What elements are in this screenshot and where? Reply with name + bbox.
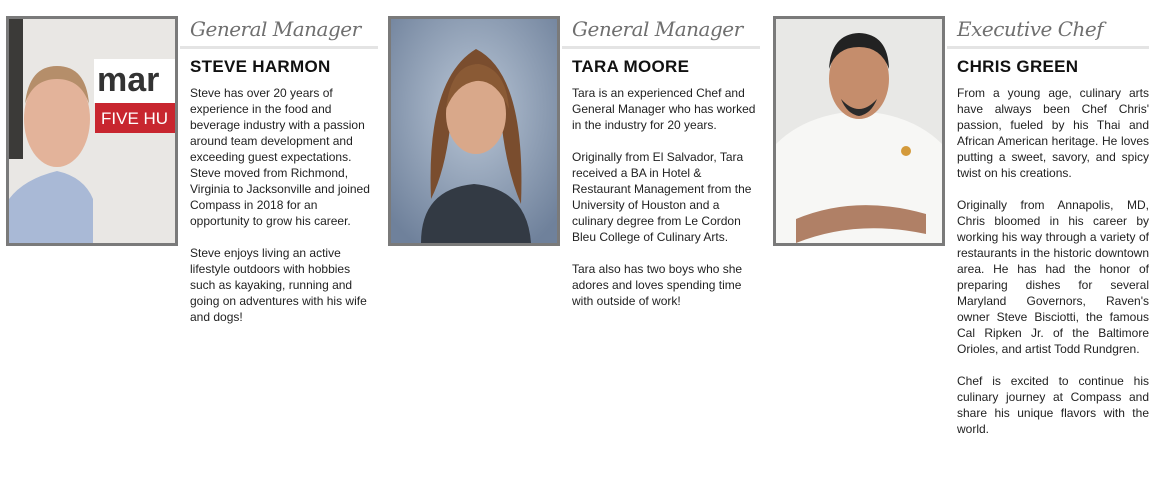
bio-paragraph: From a young age, culinary arts have always been Chef Chris' passion, fueled by his Thai and African American heritage. He loves putting a sweet, savory, and spicy twist on his creations. bbox=[957, 86, 1149, 180]
bio-paragraph: Steve enjoys living an active lifestyle outdoors with hobbies such as kayaking, running and going on adventures with his wife and dogs! bbox=[190, 246, 367, 324]
bio-paragraph: Originally from El Salvador, Tara received a BA in Hotel & Restaurant Management from the University of Houston and a culinary degree from Le Cordon Bleu College of Culinary Arts. bbox=[572, 150, 752, 244]
bio bbox=[190, 85, 378, 325]
bio bbox=[572, 85, 760, 309]
staff-card-chris-green bbox=[949, 12, 1149, 453]
divider bbox=[562, 46, 760, 49]
bio-paragraph: Tara is an experienced Chef and General Manager who has worked in the industry for 20 years. bbox=[572, 86, 756, 132]
staff-name: CHRIS GREEN bbox=[957, 57, 1079, 76]
divider bbox=[947, 46, 1149, 49]
staff-name: STEVE HARMON bbox=[190, 57, 331, 76]
role-title: General Manager bbox=[190, 17, 361, 41]
staff-name: TARA MOORE bbox=[572, 57, 690, 76]
bio-paragraph: Steve has over 20 years of experience in the food and beverage industry with a passion around team development and exceeding guest expectations. Steve moved from Richmond, Virginia to Jacksonville and joined Compass in 2018 for an opportunity to grow his career. bbox=[190, 86, 370, 228]
staff-card-steve-harmon bbox=[182, 12, 378, 341]
steve-harmon-photo bbox=[6, 16, 178, 246]
staff-card-tara-moore bbox=[564, 12, 760, 325]
bio-paragraph: Originally from Annapolis, MD, Chris bloomed in his career by working his way through a variety of restaurants in the historic downtown area. He has had the honor of preparing dishes for several Maryland Governors, Raven's owner Steve Bisciotti, the famous Cal Ripken Jr. of the Baltimore Orioles, and artist Todd Rundgren. bbox=[957, 198, 1149, 356]
bio bbox=[957, 85, 1149, 437]
sign-subtext: FIVE HU bbox=[101, 109, 169, 128]
role-title: Executive Chef bbox=[957, 17, 1104, 41]
role-title: General Manager bbox=[572, 17, 743, 41]
chris-green-photo bbox=[773, 16, 945, 246]
sign-text: mar bbox=[97, 61, 160, 99]
tara-moore-photo bbox=[388, 16, 560, 246]
bio-paragraph: Tara also has two boys who she adores and loves spending time with outside of work! bbox=[572, 262, 743, 308]
bio-paragraph: Chef is excited to continue his culinary journey at Compass and share his unique flavors with the world. bbox=[957, 374, 1149, 436]
divider bbox=[180, 46, 378, 49]
